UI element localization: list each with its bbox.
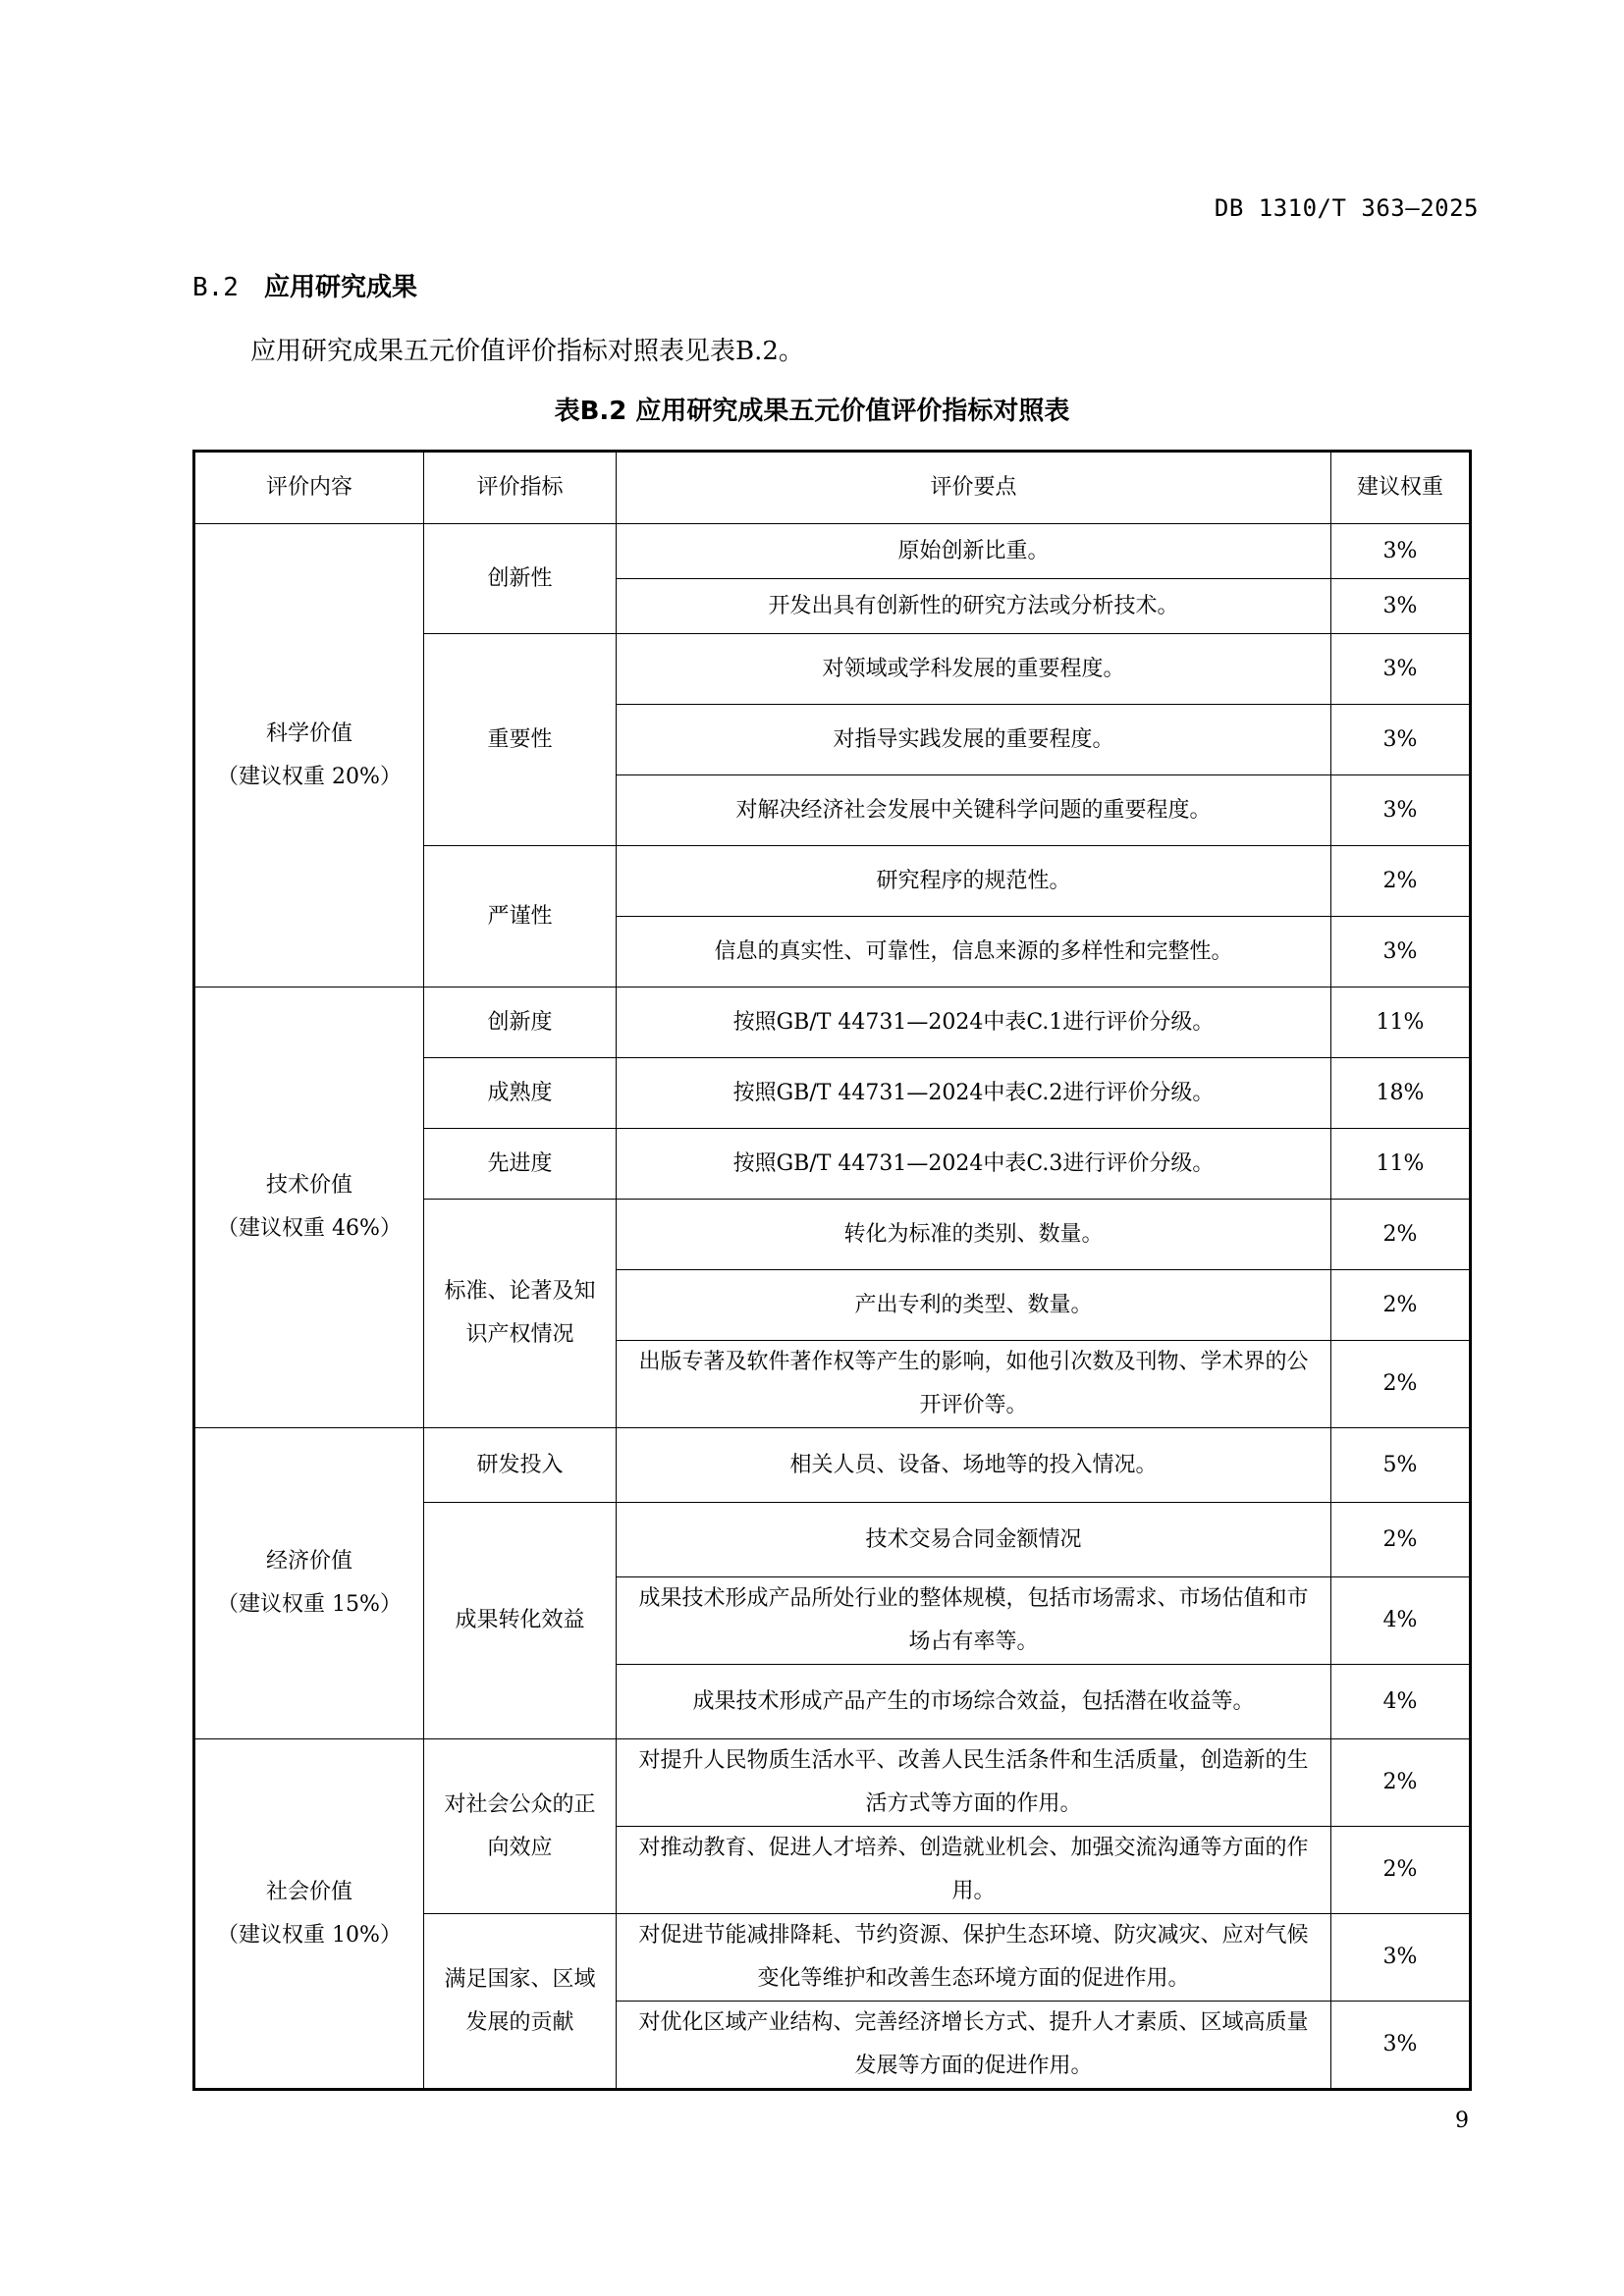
weight-cell: 2%	[1331, 1827, 1471, 1914]
indicator-cell: 成果转化效益	[424, 1503, 617, 1739]
point-cell: 对提升人民物质生活水平、改善人民生活条件和生活质量，创造新的生活方式等方面的作用。	[617, 1739, 1331, 1827]
point-cell: 转化为标准的类别、数量。	[617, 1200, 1331, 1270]
group-title: 社会价值	[265, 1879, 352, 1904]
point-cell: 对促进节能减排降耗、节约资源、保护生态环境、防灾减灾、应对气候变化等维护和改善生态环境方面的促进作用。	[617, 1914, 1331, 2002]
table-row	[194, 524, 1471, 579]
header-weight: 建议权重	[1331, 452, 1471, 524]
point-cell: 对领域或学科发展的重要程度。	[617, 634, 1331, 705]
point-cell: 研究程序的规范性。	[617, 846, 1331, 917]
weight-cell: 2%	[1331, 1200, 1471, 1270]
header-indicator: 评价指标	[424, 452, 617, 524]
group-title: 科学价值	[265, 721, 352, 746]
group-title: 经济价值	[265, 1549, 352, 1574]
weight-cell: 3%	[1331, 2002, 1471, 2090]
indicator-cell: 重要性	[424, 634, 617, 846]
weight-cell: 11%	[1331, 1129, 1471, 1200]
point-cell: 按照GB/T 44731—2024中表C.1进行评价分级。	[617, 988, 1331, 1058]
weight-cell: 2%	[1331, 1270, 1471, 1341]
group-weight-note: （建议权重 20%）	[217, 764, 402, 789]
group-weight-note: （建议权重 10%）	[217, 1922, 402, 1948]
point-cell: 技术交易合同金额情况	[617, 1503, 1331, 1577]
point-cell: 出版专著及软件著作权等产生的影响，如他引次数及刊物、学术界的公开评价等。	[617, 1341, 1331, 1428]
point-cell: 对推动教育、促进人才培养、创造就业机会、加强交流沟通等方面的作用。	[617, 1827, 1331, 1914]
table-title: 表B.2 应用研究成果五元价值评价指标对照表	[554, 397, 1070, 426]
indicator-cell: 先进度	[424, 1129, 617, 1200]
section-title: 应用研究成果	[263, 273, 417, 302]
weight-cell: 2%	[1331, 846, 1471, 917]
weight-cell: 3%	[1331, 524, 1471, 579]
indicator-cell: 标准、论著及知识产权情况	[424, 1200, 617, 1428]
indicator-cell: 创新性	[424, 524, 617, 634]
weight-cell: 4%	[1331, 1665, 1471, 1739]
weight-cell: 3%	[1331, 1914, 1471, 2002]
weight-cell: 4%	[1331, 1577, 1471, 1665]
group-cell-science	[194, 524, 424, 988]
point-cell: 原始创新比重。	[617, 524, 1331, 579]
point-cell: 对指导实践发展的重要程度。	[617, 705, 1331, 775]
point-cell: 相关人员、设备、场地等的投入情况。	[617, 1428, 1331, 1503]
point-cell: 开发出具有创新性的研究方法或分析技术。	[617, 579, 1331, 634]
weight-cell: 2%	[1331, 1739, 1471, 1827]
group-weight-note: （建议权重 15%）	[217, 1592, 402, 1617]
indicator-cell: 对社会公众的正向效应	[424, 1739, 617, 1914]
weight-cell: 3%	[1331, 705, 1471, 775]
indicator-cell: 研发投入	[424, 1428, 617, 1503]
indicator-cell: 严谨性	[424, 846, 617, 988]
point-cell: 成果技术形成产品所处行业的整体规模，包括市场需求、市场估值和市场占有率等。	[617, 1577, 1331, 1665]
intro-paragraph: 应用研究成果五元价值评价指标对照表见表B.2。	[250, 337, 804, 366]
section-number: B.2	[192, 273, 239, 302]
weight-cell: 3%	[1331, 634, 1471, 705]
point-cell: 信息的真实性、可靠性，信息来源的多样性和完整性。	[617, 917, 1331, 988]
weight-cell: 3%	[1331, 917, 1471, 988]
point-cell: 按照GB/T 44731—2024中表C.3进行评价分级。	[617, 1129, 1331, 1200]
indicator-cell: 成熟度	[424, 1058, 617, 1129]
weight-cell: 18%	[1331, 1058, 1471, 1129]
section-heading	[192, 267, 417, 303]
weight-cell: 5%	[1331, 1428, 1471, 1503]
header-content: 评价内容	[194, 452, 424, 524]
weight-cell: 3%	[1331, 579, 1471, 634]
group-cell-technology	[194, 988, 424, 1428]
table-header-row	[194, 452, 1471, 524]
point-cell: 产出专利的类型、数量。	[617, 1270, 1331, 1341]
point-cell: 成果技术形成产品产生的市场综合效益，包括潜在收益等。	[617, 1665, 1331, 1739]
table-row	[194, 1739, 1471, 1827]
page-number: 9	[1455, 2109, 1469, 2133]
header-point: 评价要点	[617, 452, 1331, 524]
indicator-cell: 创新度	[424, 988, 617, 1058]
weight-cell: 2%	[1331, 1503, 1471, 1577]
table-row	[194, 1428, 1471, 1503]
point-cell: 对优化区域产业结构、完善经济增长方式、提升人才素质、区域高质量发展等方面的促进作用。	[617, 2002, 1331, 2090]
table-row	[194, 988, 1471, 1058]
weight-cell: 2%	[1331, 1341, 1471, 1428]
group-title: 技术价值	[265, 1173, 352, 1198]
group-weight-note: （建议权重 46%）	[217, 1216, 402, 1241]
group-cell-economy	[194, 1428, 424, 1739]
point-cell: 对解决经济社会发展中关键科学问题的重要程度。	[617, 775, 1331, 846]
indicator-cell: 满足国家、区域发展的贡献	[424, 1914, 617, 2090]
weight-cell: 3%	[1331, 775, 1471, 846]
evaluation-table	[192, 450, 1472, 2091]
point-cell: 按照GB/T 44731—2024中表C.2进行评价分级。	[617, 1058, 1331, 1129]
document-code: DB 1310/T 363—2025	[1214, 194, 1479, 222]
group-cell-society	[194, 1739, 424, 2090]
weight-cell: 11%	[1331, 988, 1471, 1058]
